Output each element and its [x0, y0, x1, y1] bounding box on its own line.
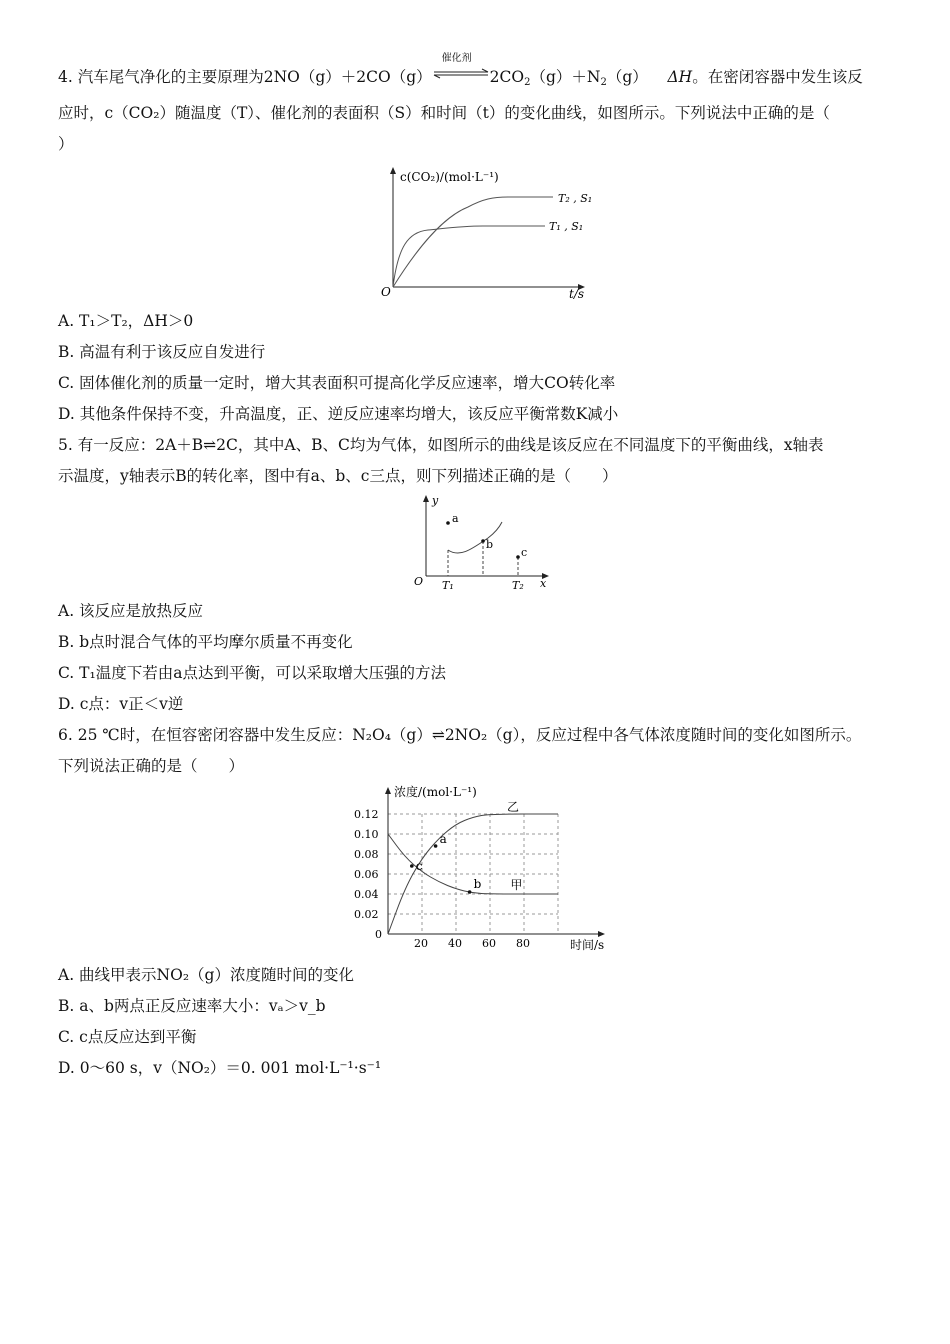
q6-xtick-label: 40 — [448, 937, 462, 950]
q5-chart — [408, 494, 558, 592]
q5-option-b: B. b点时混合气体的平均摩尔质量不再变化 — [58, 633, 353, 651]
q5-y-axis-arrow-icon — [423, 495, 429, 502]
q4-stem-part1: 汽车尾气净化的主要原理为2NO（g）＋2CO（g） — [77, 68, 432, 86]
q6-ytick-label: 0.08 — [354, 848, 379, 861]
q6-series-label: 甲 — [510, 878, 523, 892]
q6-xtick-label: 80 — [516, 937, 530, 950]
q6-xtick-label: 20 — [414, 937, 428, 950]
q4-stem-line3: ） — [58, 135, 74, 153]
q4-curve-t2-label: T₂ , S₁ — [558, 192, 593, 205]
q4-y-axis-arrow-icon — [390, 167, 396, 174]
catalyst-label: 催化剂 — [441, 53, 472, 64]
q6-series-label: 乙 — [507, 800, 520, 814]
q6-ytick-label: 0.10 — [354, 828, 379, 841]
q6-ytick-label: 0.02 — [354, 908, 379, 921]
q6-option-c: C. c点反应达到平衡 — [58, 1028, 197, 1046]
catalyst-arrow — [432, 53, 490, 85]
q5-stem-line2: 示温度，y轴表示B的转化率，图中有a、b、c三点，则下列描述正确的是（ ） — [58, 467, 618, 485]
q4-origin: O — [381, 285, 391, 299]
q5-label-t1: T₁ — [442, 579, 454, 592]
q4-curve-t1 — [393, 226, 545, 287]
q6-ytick-label: 0.04 — [354, 888, 379, 901]
q6-point-c — [410, 864, 414, 868]
q4-option-d: D. 其他条件保持不变，升高温度，正、逆反应速率均增大，该反应平衡常数K减小 — [58, 405, 619, 423]
q6-option-a: A. 曲线甲表示NO₂（g）浓度随时间的变化 — [58, 966, 354, 984]
q4-curve-t2 — [393, 197, 553, 287]
q4-stem-line1 — [58, 53, 908, 98]
q5-label-c: c — [521, 546, 528, 559]
q6-point-label-b: b — [473, 877, 482, 891]
q6-xtick-label: 60 — [482, 937, 496, 950]
q4-option-c: C. 固体催化剂的质量一定时，增大其表面积可提高化学反应速率，增大CO转化率 — [58, 374, 616, 392]
q4-delta-h: ΔH — [667, 68, 693, 86]
q6-point-label-c: c — [415, 859, 423, 873]
q4-y-label: c(CO₂)/(mol·L⁻¹) — [400, 170, 499, 184]
q5-point-c — [516, 555, 520, 559]
q4-curve-t1-label: T₁ , S₁ — [549, 220, 584, 233]
question-6 — [58, 720, 908, 1084]
q6-y-label: 浓度/(mol·L⁻¹) — [394, 785, 477, 799]
q5-label-a: a — [452, 512, 459, 525]
q6-point-b — [468, 890, 472, 894]
q5-point-b — [481, 539, 485, 543]
q5-label-t2: T₂ — [512, 579, 524, 592]
q4-number: 4. — [58, 68, 73, 86]
q6-option-d: D. 0～60 s，v（NO₂）＝0. 001 mol·L⁻¹·s⁻¹ — [58, 1059, 382, 1077]
q4-stem-line2: 应时，c（CO₂）随温度（T）、催化剂的表面积（S）和时间（t）的变化曲线，如图所示。下列说法中正确的是（ — [58, 104, 830, 122]
question-4 — [58, 53, 908, 430]
q4-x-label: t/s — [569, 287, 585, 301]
q6-origin: 0 — [375, 928, 382, 941]
q6-stem-line1: 6. 25 ℃时，在恒容密闭容器中发生反应：N₂O₄（g）⇌2NO₂（g），反应过程中各气体浓度随时间的变化如图所示。 — [58, 726, 862, 744]
question-page — [58, 53, 908, 1084]
reaction-arrow-icon — [432, 63, 490, 85]
q4-stem-part5: 。在密闭容器中发生该反 — [692, 68, 863, 86]
q5-y-label: y — [432, 494, 439, 507]
q6-ytick-label: 0.12 — [354, 808, 379, 821]
q5-point-a — [446, 521, 450, 525]
q6-y-axis-arrow-icon — [385, 787, 391, 794]
q5-stem-line1: 5. 有一反应：2A＋B⇌2C，其中A、B、C均为气体，如图所示的曲线是该反应在不同温度下的平衡曲线，x轴表 — [58, 436, 824, 454]
q5-label-b: b — [486, 538, 494, 551]
q5-origin: O — [414, 575, 424, 588]
q6-point-label-a: a — [439, 832, 447, 846]
q5-option-a: A. 该反应是放热反应 — [58, 602, 204, 620]
question-5 — [58, 430, 908, 720]
q4-option-a: A. T₁＞T₂，ΔH＞0 — [58, 312, 194, 330]
q4-stem-part2: 2CO — [489, 68, 525, 86]
q5-x-label: x — [540, 577, 547, 590]
q4-stem-part3: （g）＋N — [530, 68, 601, 86]
q4-stem-part4: （g） — [606, 68, 648, 86]
q5-option-d: D. c点：v正＜v逆 — [58, 695, 184, 713]
q4-sub-2b: 2 — [600, 77, 607, 88]
q5-option-c: C. T₁温度下若由a点达到平衡，可以采取增大压强的方法 — [58, 664, 446, 682]
q6-x-label: 时间/s — [570, 938, 605, 952]
q6-ytick-label: 0.06 — [354, 868, 379, 881]
q4-chart — [373, 162, 593, 302]
q6-chart — [348, 784, 618, 956]
q4-option-b: B. 高温有利于该反应自发进行 — [58, 343, 266, 361]
q4-sub-2: 2 — [524, 77, 531, 88]
q5-equilibrium-curve — [448, 522, 502, 553]
q6-stem-line2: 下列说法正确的是（ ） — [58, 757, 245, 775]
q6-option-b: B. a、b两点正反应速率大小：vₐ＞v_b — [58, 997, 326, 1015]
q6-point-a — [434, 844, 438, 848]
q6-x-axis-arrow-icon — [598, 931, 605, 937]
